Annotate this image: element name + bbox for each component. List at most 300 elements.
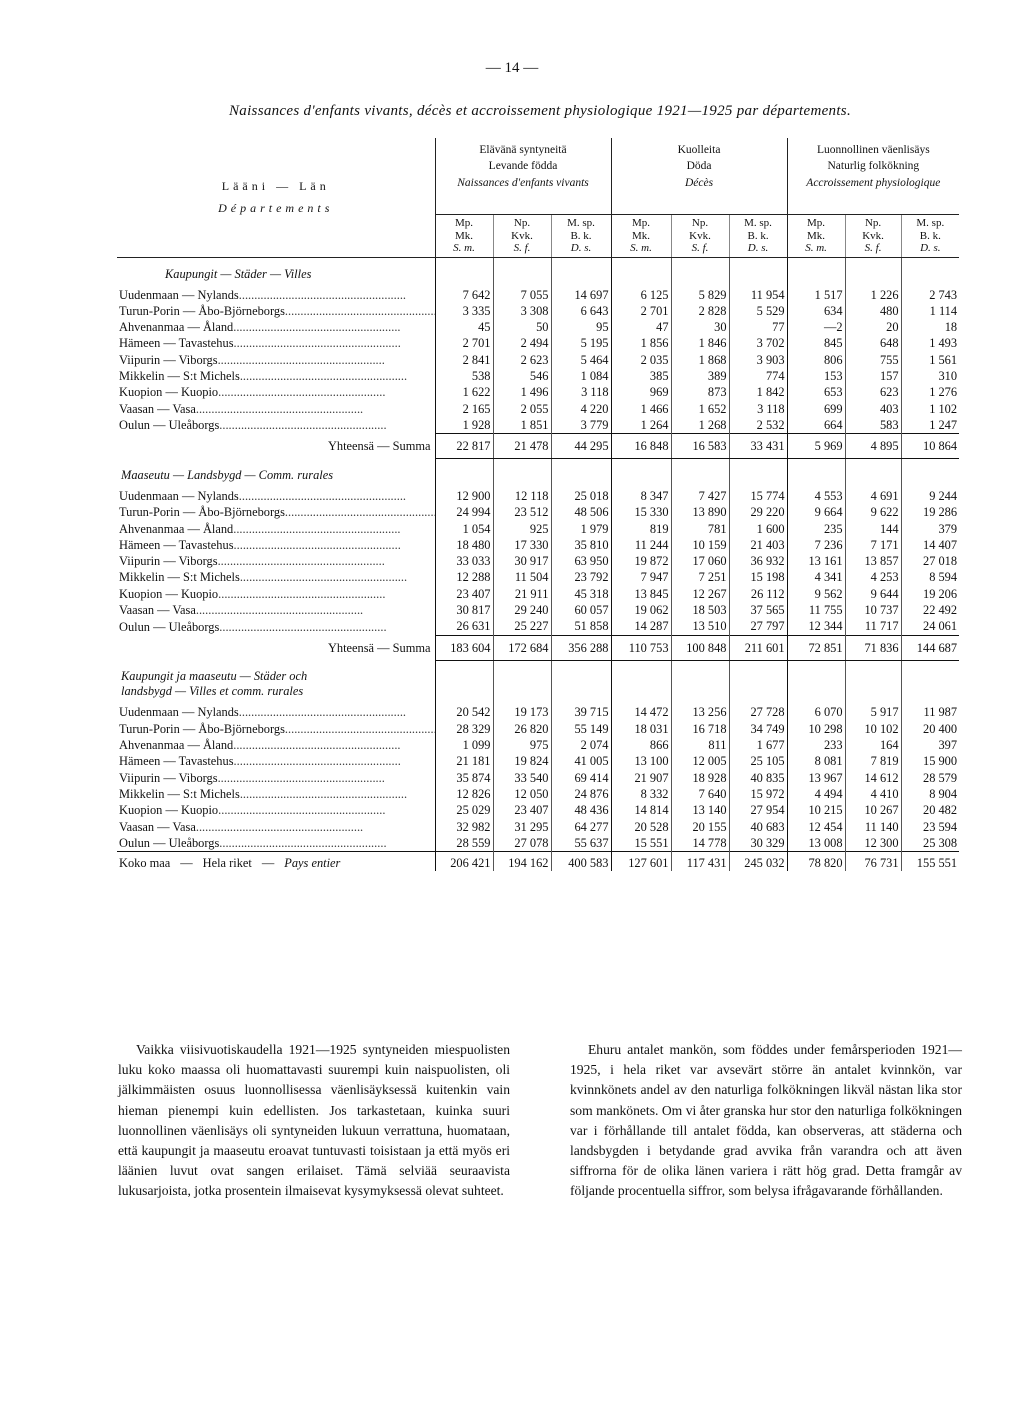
value-cell: 27 728 bbox=[729, 704, 787, 720]
value-cell: 17 060 bbox=[671, 553, 729, 569]
value-cell: 155 551 bbox=[901, 852, 959, 872]
table-row bbox=[117, 586, 959, 602]
value-cell: 2 074 bbox=[551, 737, 611, 753]
value-cell: 7 236 bbox=[787, 537, 845, 553]
leader-dots bbox=[233, 320, 400, 334]
total-row bbox=[117, 635, 959, 660]
value-cell: 28 579 bbox=[901, 770, 959, 786]
value-cell: 699 bbox=[787, 401, 845, 417]
value-cell: 4 341 bbox=[787, 569, 845, 585]
value-cell: 3 903 bbox=[729, 352, 787, 368]
value-cell: 27 078 bbox=[493, 835, 551, 852]
region-name bbox=[117, 335, 435, 351]
value-cell: 11 755 bbox=[787, 602, 845, 618]
value-cell: 2 701 bbox=[435, 335, 493, 351]
section-header bbox=[117, 459, 959, 488]
region-label: Kuopion — Kuopio bbox=[119, 385, 219, 400]
region-name bbox=[117, 303, 435, 319]
value-cell: 12 288 bbox=[435, 569, 493, 585]
value-cell: 15 900 bbox=[901, 753, 959, 769]
leader-dots bbox=[239, 288, 406, 302]
region-name bbox=[117, 618, 435, 635]
table-row bbox=[117, 335, 959, 351]
value-cell: 22 817 bbox=[435, 434, 493, 459]
value-cell: 27 954 bbox=[729, 802, 787, 818]
region-label: Kuopion — Kuopio bbox=[119, 803, 219, 818]
value-cell: 11 504 bbox=[493, 569, 551, 585]
page-number: — 14 — bbox=[485, 60, 539, 76]
value-cell: 806 bbox=[787, 352, 845, 368]
value-cell: 25 029 bbox=[435, 802, 493, 818]
value-cell: 3 118 bbox=[729, 401, 787, 417]
table-row bbox=[117, 368, 959, 384]
value-cell: 35 810 bbox=[551, 537, 611, 553]
value-cell: 16 718 bbox=[671, 721, 729, 737]
section-header bbox=[117, 257, 959, 287]
value-cell: 1 247 bbox=[901, 417, 959, 434]
value-cell: 1 466 bbox=[611, 401, 671, 417]
value-cell: 2 494 bbox=[493, 335, 551, 351]
value-cell: 26 820 bbox=[493, 721, 551, 737]
region-name bbox=[117, 586, 435, 602]
leader-dots bbox=[218, 587, 385, 601]
value-cell: 11 717 bbox=[845, 618, 901, 635]
value-cell: 100 848 bbox=[671, 635, 729, 660]
value-cell: 13 845 bbox=[611, 586, 671, 602]
value-cell: 29 240 bbox=[493, 602, 551, 618]
value-cell: 235 bbox=[787, 521, 845, 537]
value-cell: 5 917 bbox=[845, 704, 901, 720]
value-cell: 4 253 bbox=[845, 569, 901, 585]
table-row bbox=[117, 303, 959, 319]
value-cell: 51 858 bbox=[551, 618, 611, 635]
table-row bbox=[117, 602, 959, 618]
value-cell: 845 bbox=[787, 335, 845, 351]
value-cell: 2 055 bbox=[493, 401, 551, 417]
table-row bbox=[117, 753, 959, 769]
leader-dots bbox=[285, 304, 435, 318]
region-name bbox=[117, 504, 435, 520]
dash-separator: — bbox=[180, 856, 193, 871]
table-row bbox=[117, 401, 959, 417]
table-row bbox=[117, 704, 959, 720]
value-cell: 1 868 bbox=[671, 352, 729, 368]
value-cell: 18 480 bbox=[435, 537, 493, 553]
sub-female: Np. Kvk. S. f. bbox=[671, 215, 729, 258]
value-cell: 19 173 bbox=[493, 704, 551, 720]
value-cell: 1 846 bbox=[671, 335, 729, 351]
value-cell: 27 018 bbox=[901, 553, 959, 569]
value-cell: 5 195 bbox=[551, 335, 611, 351]
value-cell: 1 652 bbox=[671, 401, 729, 417]
section-header bbox=[117, 660, 959, 704]
region-name bbox=[117, 602, 435, 618]
leader-dots bbox=[240, 369, 407, 383]
value-cell: 18 928 bbox=[671, 770, 729, 786]
leader-dots bbox=[239, 705, 406, 719]
value-cell: 2 743 bbox=[901, 287, 959, 303]
value-cell: 40 683 bbox=[729, 819, 787, 835]
value-cell bbox=[671, 660, 729, 704]
value-cell: 5 969 bbox=[787, 434, 845, 459]
value-cell: 755 bbox=[845, 352, 901, 368]
value-cell: 12 900 bbox=[435, 488, 493, 504]
value-cell: 60 057 bbox=[551, 602, 611, 618]
value-cell: 25 018 bbox=[551, 488, 611, 504]
table-row bbox=[117, 553, 959, 569]
region-label: Kuopion — Kuopio bbox=[119, 586, 219, 601]
value-cell: 13 100 bbox=[611, 753, 671, 769]
header-deaths-sv: Döda bbox=[686, 160, 712, 173]
value-cell bbox=[611, 660, 671, 704]
value-cell: 4 494 bbox=[787, 786, 845, 802]
value-cell: 76 731 bbox=[845, 852, 901, 872]
value-cell: 26 631 bbox=[435, 618, 493, 635]
value-cell: 13 967 bbox=[787, 770, 845, 786]
value-cell: 183 604 bbox=[435, 635, 493, 660]
leader-dots bbox=[233, 738, 400, 752]
value-cell: 21 478 bbox=[493, 434, 551, 459]
section-title: Maaseutu — Landsbygd — Comm. rurales bbox=[121, 467, 334, 482]
table-row bbox=[117, 417, 959, 434]
region-label: Ahvenanmaa — Åland bbox=[119, 320, 234, 335]
value-cell: 17 330 bbox=[493, 537, 551, 553]
statistics-table bbox=[117, 138, 959, 871]
value-cell: 55 149 bbox=[551, 721, 611, 737]
value-cell: 1 622 bbox=[435, 384, 493, 400]
value-cell: 44 295 bbox=[551, 434, 611, 459]
leader-dots bbox=[240, 787, 407, 801]
value-cell bbox=[787, 459, 845, 488]
value-cell: 8 904 bbox=[901, 786, 959, 802]
value-cell: 12 005 bbox=[671, 753, 729, 769]
region-name bbox=[117, 319, 435, 335]
value-cell: 8 347 bbox=[611, 488, 671, 504]
value-cell: 16 583 bbox=[671, 434, 729, 459]
header-group-deaths bbox=[611, 138, 787, 215]
value-cell: 21 911 bbox=[493, 586, 551, 602]
value-cell: 2 532 bbox=[729, 417, 787, 434]
value-cell: 37 565 bbox=[729, 602, 787, 618]
region-name bbox=[117, 835, 435, 852]
region-label: Mikkelin — S:t Michels bbox=[119, 786, 240, 801]
value-cell: 9 644 bbox=[845, 586, 901, 602]
leader-dots bbox=[239, 489, 406, 503]
value-cell bbox=[729, 257, 787, 287]
region-name bbox=[117, 521, 435, 537]
value-cell: 23 792 bbox=[551, 569, 611, 585]
value-cell: 13 510 bbox=[671, 618, 729, 635]
value-cell bbox=[901, 459, 959, 488]
leader-dots bbox=[196, 820, 363, 834]
value-cell: 27 797 bbox=[729, 618, 787, 635]
region-label: Hämeen — Tavastehus bbox=[119, 336, 234, 351]
value-cell: 1 054 bbox=[435, 521, 493, 537]
region-name bbox=[117, 488, 435, 504]
value-cell: 10 864 bbox=[901, 434, 959, 459]
value-cell: 32 982 bbox=[435, 819, 493, 835]
value-cell: 20 155 bbox=[671, 819, 729, 835]
value-cell: 14 814 bbox=[611, 802, 671, 818]
leader-dots bbox=[234, 336, 401, 350]
value-cell: 48 506 bbox=[551, 504, 611, 520]
leader-dots bbox=[218, 803, 385, 817]
value-cell: 36 932 bbox=[729, 553, 787, 569]
region-label: Vaasan — Vasa bbox=[119, 401, 196, 416]
value-cell: 20 482 bbox=[901, 802, 959, 818]
value-cell: 25 227 bbox=[493, 618, 551, 635]
value-cell: 23 407 bbox=[435, 586, 493, 602]
value-cell: 1 842 bbox=[729, 384, 787, 400]
region-label: Uudenmaan — Nylands bbox=[119, 287, 239, 302]
value-cell: 16 848 bbox=[611, 434, 671, 459]
value-cell: 11 244 bbox=[611, 537, 671, 553]
leader-dots bbox=[196, 603, 363, 617]
value-cell: 13 256 bbox=[671, 704, 729, 720]
value-cell: 14 287 bbox=[611, 618, 671, 635]
grand-total-fr: Pays entier bbox=[284, 856, 341, 871]
value-cell bbox=[901, 660, 959, 704]
value-cell: 7 251 bbox=[671, 569, 729, 585]
value-cell: 1 226 bbox=[845, 287, 901, 303]
sub-both: M. sp. B. k. D. s. bbox=[551, 215, 611, 258]
region-name bbox=[117, 802, 435, 818]
region-name bbox=[117, 384, 435, 400]
value-cell bbox=[845, 257, 901, 287]
leader-dots bbox=[240, 570, 407, 584]
table-row bbox=[117, 352, 959, 368]
value-cell: 634 bbox=[787, 303, 845, 319]
region-label: Turun-Porin — Åbo-Björneborgs bbox=[119, 505, 285, 520]
value-cell: 7 640 bbox=[671, 786, 729, 802]
value-cell: 34 749 bbox=[729, 721, 787, 737]
header-group-increase bbox=[787, 138, 959, 215]
value-cell: 15 198 bbox=[729, 569, 787, 585]
region-label: Oulun — Uleåborgs bbox=[119, 835, 220, 850]
value-cell: 13 008 bbox=[787, 835, 845, 852]
grand-total-row bbox=[117, 852, 959, 872]
region-label: Hämeen — Tavastehus bbox=[119, 754, 234, 769]
table-row bbox=[117, 504, 959, 520]
header-label-fr: Départements bbox=[218, 201, 334, 216]
region-name bbox=[117, 569, 435, 585]
value-cell: 4 553 bbox=[787, 488, 845, 504]
value-cell: 45 318 bbox=[551, 586, 611, 602]
value-cell: 811 bbox=[671, 737, 729, 753]
value-cell: 819 bbox=[611, 521, 671, 537]
table-row bbox=[117, 537, 959, 553]
region-label: Viipurin — Viborgs bbox=[119, 770, 218, 785]
value-cell: 9 664 bbox=[787, 504, 845, 520]
value-cell: 12 344 bbox=[787, 618, 845, 635]
value-cell: 24 876 bbox=[551, 786, 611, 802]
section-title: Kaupungit ja maaseutu — Städer och landsbygd — Villes et comm. rurales bbox=[121, 669, 308, 699]
value-cell: 40 835 bbox=[729, 770, 787, 786]
value-cell: 117 431 bbox=[671, 852, 729, 872]
value-cell: —2 bbox=[787, 319, 845, 335]
sub-male: Mp. Mk. S. m. bbox=[787, 215, 845, 258]
value-cell: 4 220 bbox=[551, 401, 611, 417]
value-cell: 164 bbox=[845, 737, 901, 753]
value-cell: 8 332 bbox=[611, 786, 671, 802]
table-body bbox=[117, 257, 959, 871]
sub-male: Mp. Mk. S. m. bbox=[435, 215, 493, 258]
commentary-finnish: Vaikka viisivuotiskaudella 1921—1925 syntyneiden miespuolisten luku koko maassa oli huomattavasti suurempi kuin naispuolisten, oli jälkimmäisten osuus luonnollisessa väenlisäyksessä kuitenkin vain hieman pienempi kuin edellisten. Jos tarkastetaan, kuinka suuri luonnollinen väenlisäys oli syntyneiden lukuun verrattuna, huomataan, että kaupungit ja maaseutu eroavat tuntuvasti toisistaan ja että myös eri läänien luvut ovat sangen erilaiset. Tämä selviää seuraavista lukusarjoista, jotka prosentein ilmaisevat kysymyksessä olevat suhteet. bbox=[118, 1042, 510, 1199]
value-cell: 5 829 bbox=[671, 287, 729, 303]
sub-male: Mp. Mk. S. m. bbox=[611, 215, 671, 258]
leader-dots bbox=[234, 538, 401, 552]
value-cell: 1 677 bbox=[729, 737, 787, 753]
region-label: Hämeen — Tavastehus bbox=[119, 537, 234, 552]
value-cell: 30 817 bbox=[435, 602, 493, 618]
value-cell: 538 bbox=[435, 368, 493, 384]
table-row bbox=[117, 721, 959, 737]
value-cell: 23 407 bbox=[493, 802, 551, 818]
value-cell: 1 264 bbox=[611, 417, 671, 434]
value-cell bbox=[845, 459, 901, 488]
value-cell: 48 436 bbox=[551, 802, 611, 818]
value-cell: 1 099 bbox=[435, 737, 493, 753]
value-cell bbox=[729, 459, 787, 488]
leader-dots bbox=[285, 722, 435, 736]
region-name bbox=[117, 352, 435, 368]
region-label: Uudenmaan — Nylands bbox=[119, 488, 239, 503]
value-cell: 31 295 bbox=[493, 819, 551, 835]
value-cell: 23 594 bbox=[901, 819, 959, 835]
region-name bbox=[117, 753, 435, 769]
value-cell: 14 472 bbox=[611, 704, 671, 720]
value-cell bbox=[671, 257, 729, 287]
value-cell: 7 171 bbox=[845, 537, 901, 553]
value-cell: 4 691 bbox=[845, 488, 901, 504]
leader-dots bbox=[285, 505, 435, 519]
value-cell: 78 820 bbox=[787, 852, 845, 872]
value-cell: 72 851 bbox=[787, 635, 845, 660]
page-title: Naissances d'enfants vivants, décès et accroissement physiologique 1921—1925 par départements. bbox=[228, 103, 851, 119]
value-cell: 866 bbox=[611, 737, 671, 753]
value-cell: 623 bbox=[845, 384, 901, 400]
value-cell: 39 715 bbox=[551, 704, 611, 720]
value-cell: 33 431 bbox=[729, 434, 787, 459]
sub-both: M. sp. B. k. D. s. bbox=[901, 215, 959, 258]
value-cell bbox=[493, 660, 551, 704]
region-label: Oulun — Uleåborgs bbox=[119, 418, 220, 433]
value-cell bbox=[493, 257, 551, 287]
region-name bbox=[117, 737, 435, 753]
value-cell: 33 540 bbox=[493, 770, 551, 786]
header-label-fi: Lääni — Län bbox=[221, 178, 330, 193]
header-increase-sv: Naturlig folkökning bbox=[827, 160, 920, 173]
value-cell: 1 268 bbox=[671, 417, 729, 434]
value-cell: 64 277 bbox=[551, 819, 611, 835]
value-cell: 12 454 bbox=[787, 819, 845, 835]
value-cell: 95 bbox=[551, 319, 611, 335]
value-cell: 24 061 bbox=[901, 618, 959, 635]
value-cell: 3 118 bbox=[551, 384, 611, 400]
value-cell: 11 954 bbox=[729, 287, 787, 303]
value-cell: 13 857 bbox=[845, 553, 901, 569]
header-births-fi: Elävänä syntyneitä bbox=[479, 144, 567, 156]
value-cell bbox=[611, 257, 671, 287]
value-cell: 12 300 bbox=[845, 835, 901, 852]
value-cell: 172 684 bbox=[493, 635, 551, 660]
value-cell bbox=[787, 257, 845, 287]
leader-dots bbox=[218, 771, 385, 785]
value-cell: 403 bbox=[845, 401, 901, 417]
value-cell: 206 421 bbox=[435, 852, 493, 872]
grand-total-label bbox=[117, 852, 435, 872]
value-cell: 20 528 bbox=[611, 819, 671, 835]
value-cell: 1 276 bbox=[901, 384, 959, 400]
table-row bbox=[117, 569, 959, 585]
commentary-swedish: Ehuru antalet mankön, som föddes under femårsperioden 1921—1925, i hela riket var avsevärt större än antalet kvinnkön, var kvinnkönets andel av den naturliga folkökningen likväl nästan lika stor som mankönets. Om vi åter granska hur stor den naturliga folkökningen var i förhållande till antalet födda, kan observeras, att städerna och landsbygden i betydande grad avvika från varandra och att även siffrorna för de olika länen variera i rätt hög grad. Detta framgår av följande procentuella siffror, som belysa ifrågavarande förhållanden. bbox=[570, 1042, 962, 1199]
region-label: Mikkelin — S:t Michels bbox=[119, 570, 240, 585]
grand-total-name: Koko maa bbox=[119, 856, 171, 871]
value-cell: 385 bbox=[611, 368, 671, 384]
table-row bbox=[117, 835, 959, 852]
value-cell: 648 bbox=[845, 335, 901, 351]
sub-female: Np. Kvk. S. f. bbox=[493, 215, 551, 258]
value-cell: 1 084 bbox=[551, 368, 611, 384]
value-cell: 5 464 bbox=[551, 352, 611, 368]
sub-both: M. sp. B. k. D. s. bbox=[729, 215, 787, 258]
value-cell: 1 496 bbox=[493, 384, 551, 400]
value-cell: 55 637 bbox=[551, 835, 611, 852]
table-row bbox=[117, 770, 959, 786]
value-cell: 4 410 bbox=[845, 786, 901, 802]
value-cell: 25 105 bbox=[729, 753, 787, 769]
value-cell: 10 215 bbox=[787, 802, 845, 818]
value-cell: 3 779 bbox=[551, 417, 611, 434]
value-cell: 12 826 bbox=[435, 786, 493, 802]
value-cell: 233 bbox=[787, 737, 845, 753]
sub-female: Np. Kvk. S. f. bbox=[845, 215, 901, 258]
value-cell: 7 947 bbox=[611, 569, 671, 585]
value-cell: 69 414 bbox=[551, 770, 611, 786]
value-cell: 356 288 bbox=[551, 635, 611, 660]
value-cell: 19 872 bbox=[611, 553, 671, 569]
table-row bbox=[117, 287, 959, 303]
value-cell: 77 bbox=[729, 319, 787, 335]
value-cell: 12 118 bbox=[493, 488, 551, 504]
value-cell: 1 851 bbox=[493, 417, 551, 434]
value-cell: 2 701 bbox=[611, 303, 671, 319]
value-cell: 19 286 bbox=[901, 504, 959, 520]
value-cell: 18 bbox=[901, 319, 959, 335]
value-cell: 1 561 bbox=[901, 352, 959, 368]
value-cell: 925 bbox=[493, 521, 551, 537]
value-cell: 400 583 bbox=[551, 852, 611, 872]
value-cell: 583 bbox=[845, 417, 901, 434]
header-increase-fi: Luonnollinen väenlisäys bbox=[816, 144, 930, 156]
value-cell: 26 112 bbox=[729, 586, 787, 602]
value-cell: 211 601 bbox=[729, 635, 787, 660]
region-name bbox=[117, 368, 435, 384]
value-cell: 12 050 bbox=[493, 786, 551, 802]
header-deaths-fr: Décès bbox=[684, 176, 714, 189]
value-cell: 1 493 bbox=[901, 335, 959, 351]
value-cell: 969 bbox=[611, 384, 671, 400]
value-cell: 546 bbox=[493, 368, 551, 384]
value-cell: 33 033 bbox=[435, 553, 493, 569]
total-row bbox=[117, 434, 959, 459]
leader-dots bbox=[219, 836, 386, 850]
value-cell: 19 062 bbox=[611, 602, 671, 618]
value-cell: 3 335 bbox=[435, 303, 493, 319]
header-group-births bbox=[435, 138, 611, 215]
value-cell: 23 512 bbox=[493, 504, 551, 520]
value-cell: 35 874 bbox=[435, 770, 493, 786]
